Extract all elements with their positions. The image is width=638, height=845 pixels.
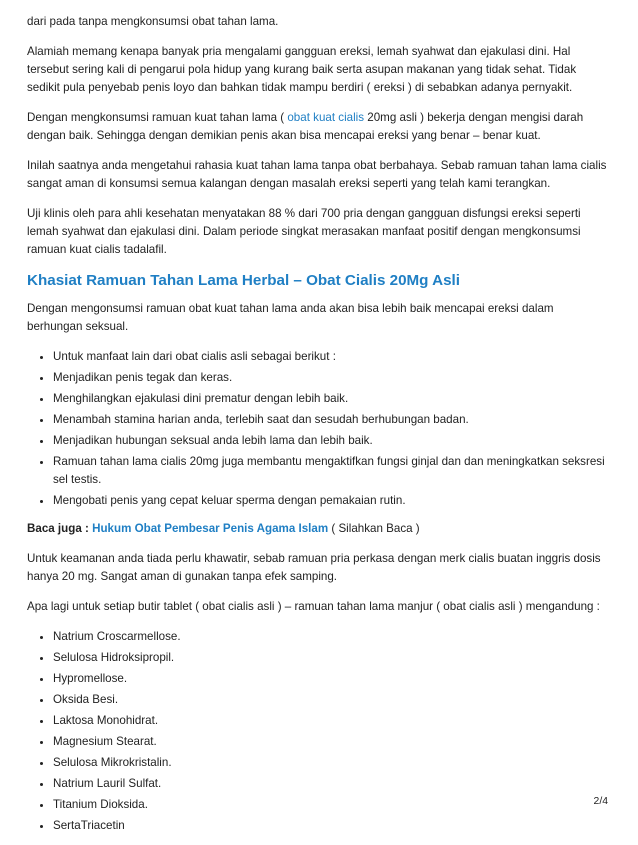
list-item: • Laktosa Monohidrat. bbox=[53, 712, 612, 730]
list-item: • Hypromellose. bbox=[53, 670, 612, 688]
list-item: • Untuk manfaat lain dari obat cialis asli sebagai berikut : bbox=[53, 348, 612, 366]
paragraph-read-also bbox=[27, 520, 612, 538]
link-hukum-obat[interactable]: Hukum Obat Pembesar Penis Agama Islam bbox=[92, 522, 329, 535]
list-item: • Mengobati penis yang cepat keluar sperma dengan pemakaian rutin. bbox=[53, 492, 612, 510]
list-item: • Titanium Dioksida. bbox=[53, 796, 612, 814]
list-item: • Oksida Besi. bbox=[53, 691, 612, 709]
paragraph-mechanism bbox=[27, 109, 612, 145]
list-item: • Selulosa Hidroksipropil. bbox=[53, 649, 612, 667]
page-number: 2/4 bbox=[593, 796, 608, 807]
link-obat-kuat-cialis[interactable]: obat kuat cialis bbox=[287, 111, 365, 124]
list-item: • Menjadikan penis tegak dan keras. bbox=[53, 369, 612, 387]
list-item: • Selulosa Mikrokristalin. bbox=[53, 754, 612, 772]
list-item: • Menjadikan hubungan seksual anda lebih lama dan lebih baik. bbox=[53, 432, 612, 450]
list-item: • Menambah stamina harian anda, terlebih saat dan sesudah berhubungan badan. bbox=[53, 411, 612, 429]
paragraph-benefit-intro: Dengan mengonsumsi ramuan obat kuat tahan lama anda akan bisa lebih baik mencapai ereksi dalam berhungan seksual. bbox=[27, 302, 554, 333]
paragraph-causes: Alamiah memang kenapa banyak pria mengalami gangguan ereksi, lemah syahwat dan ejakulasi dini. Hal tersebut sering kali di pengarui pola hidup yang kurang baik serta asupan makanan yang tidak sehat. Tidak sedikit pula penyebab penis loyo dan bahkan tidak mampu berdiri ( ereksi ) di sebabkan adanya pernyakit. bbox=[27, 45, 577, 94]
list-item: • Natrium Croscarmellose. bbox=[53, 628, 612, 646]
list-item: • SertaTriacetin bbox=[53, 817, 612, 835]
paragraph-secret: Inilah saatnya anda mengetahui rahasia kuat tahan lama tanpa obat berbahaya. Sebab ramuan tahan lama cialis sangat aman di konsumsi semua kalangan dengan masalah ereksi seperti yang telah kami terangkan. bbox=[27, 159, 607, 190]
list-item: • Natrium Lauril Sulfat. bbox=[53, 775, 612, 793]
ingredients-list bbox=[27, 628, 612, 835]
text-span: Dengan mengkonsumsi ramuan kuat tahan lama ( bbox=[27, 111, 288, 124]
text-span: ( Silahkan Baca ) bbox=[328, 522, 420, 535]
article-body bbox=[27, 13, 612, 845]
list-item: • Magnesium Stearat. bbox=[53, 733, 612, 751]
paragraph-safety: Untuk keamanan anda tiada perlu khawatir, sebab ramuan pria perkasa dengan merk cialis buatan inggris dosis hanya 20 mg. Sangat aman di gunakan tanpa efek samping. bbox=[27, 552, 601, 583]
paragraph-clinical: Uji klinis oleh para ahli kesehatan menyatakan 88 % dari 700 pria dengan gangguan disfungsi ereksi seperti lemah syahwat dan ejakulasi dini. Dalam periode singkat merasakan manfaat positif dengan mengkonsumsi ramuan kuat cialis tadalafil. bbox=[27, 207, 581, 256]
section-heading: Khasiat Ramuan Tahan Lama Herbal – Obat Cialis 20Mg Asli bbox=[27, 272, 460, 289]
read-also-label: Baca juga : bbox=[27, 522, 89, 535]
paragraph-intro-tail: dari pada tanpa mengkonsumsi obat tahan lama. bbox=[27, 15, 279, 28]
list-item: • Ramuan tahan lama cialis 20mg juga membantu mengaktifkan fungsi ginjal dan dan meningkatkan seksresi sel testis. bbox=[53, 453, 612, 489]
text-span: 20mg asli ) bekerja dengan mengisi darah dengan baik. Sehingga dengan demikian penis akan bisa mencapai ereksi yang benar – benar kuat. bbox=[27, 111, 584, 142]
list-item: • Menghilangkan ejakulasi dini prematur dengan lebih baik. bbox=[53, 390, 612, 408]
benefits-list bbox=[27, 348, 612, 510]
paragraph-ingredients-intro: Apa lagi untuk setiap butir tablet ( obat cialis asli ) – ramuan tahan lama manjur ( obat cialis asli ) mengandung : bbox=[27, 600, 600, 613]
